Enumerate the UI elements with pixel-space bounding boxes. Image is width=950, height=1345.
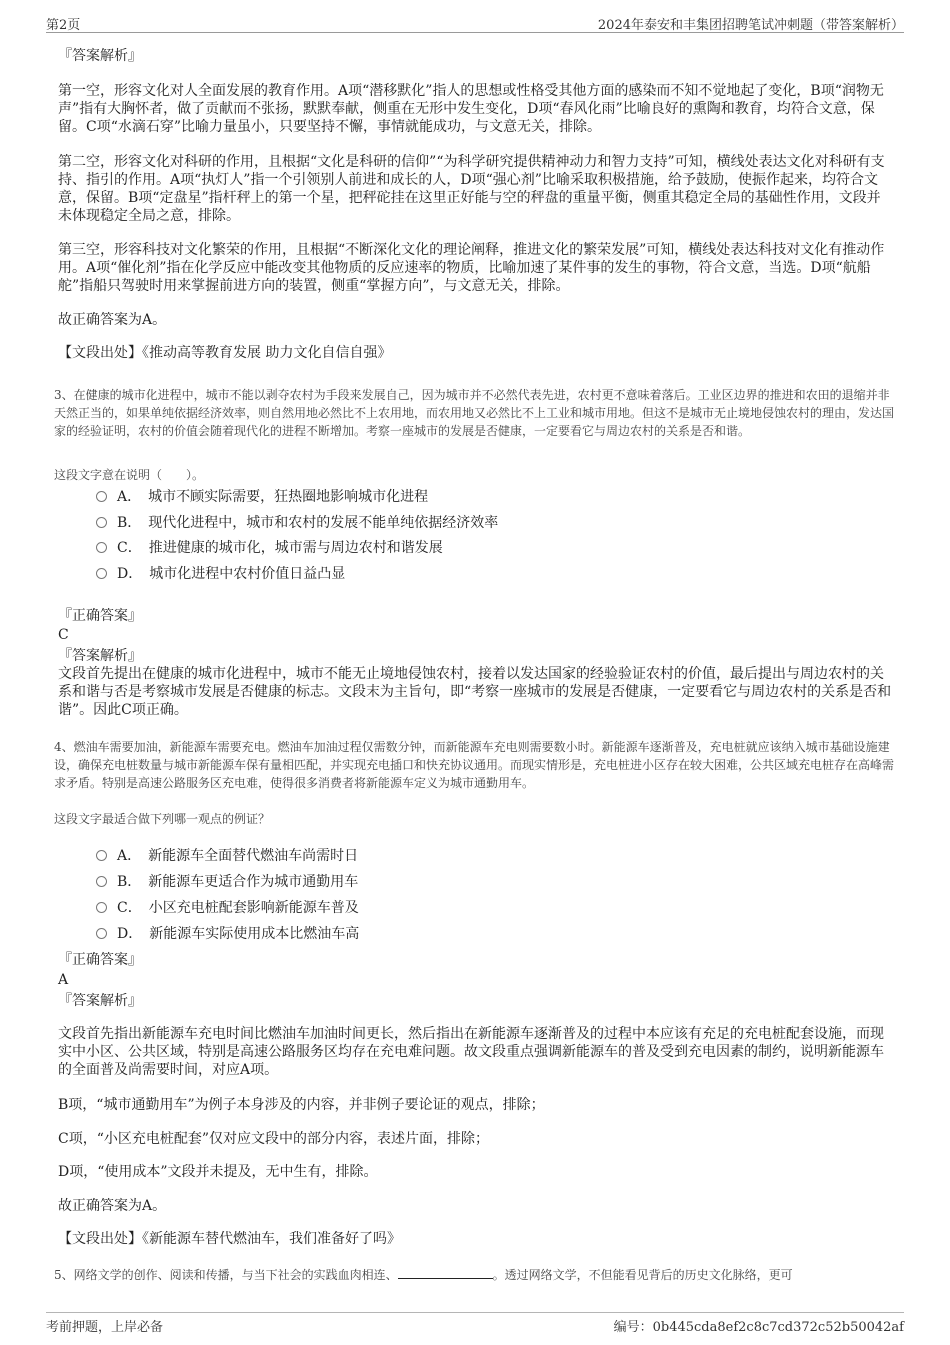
radio-icon[interactable] <box>96 902 107 913</box>
question-4-stem: 4、燃油车需要加油，新能源车需要充电。燃油车加油过程仅需数分钟，而新能源车充电则需要数小时。新能源车逐渐普及，充电桩就应该纳入城市基础设施建设，确保充电桩数量与城市新能源车保有量相匹配，并实现充电插口和快充协议通用。而现实情形是，充电桩进小区存在较大困难，公共区域充电桩存在高峰需求矛盾。特别是高速公路服务区充电难，使得很多消费者将新能源车定义为城市通勤用车。 <box>54 740 895 790</box>
question-4-option-b[interactable]: B． 新能源车更适合作为城市通勤用车 <box>96 873 358 891</box>
question-3-analysis: 文段首先提出在健康的城市化进程中，城市不能无止境地侵蚀农村，接着以发达国家的经验验证农村的价值，最后提出与周边农村的关系和谐与否是考察城市发展是否健康的标志。文段末为主旨句，即“考察一座城市的发展是否健康，一定要看它与周边农村的关系是否和谐”。因此C项正确。 <box>58 666 892 718</box>
question-4-answer-label: 『正确答案』 <box>58 952 142 968</box>
question-3-option-d[interactable]: D． 城市化进程中农村价值日益凸显 <box>96 565 345 583</box>
analysis-paragraph-2: 第二空，形容文化对科研的作用，且根据“文化是科研的信仰”“为科学研究提供精神动力和智力支持”可知，横线处表达文化对科研有支持、指引的作用。A项“执灯人”指一个引领别人前进和成长的人，D项“强心剂”比喻采取积极措施，给予鼓励，使振作起来，均符合文意，保留。B项“定盘星”指杆秤上的第一个星，把秤砣挂在这里正好能与空的秤盘的重量平衡，侧重其稳定全局的基础性作用，文段并未体现稳定全局之意，排除。 <box>58 154 885 224</box>
question-3-answer: C <box>58 627 69 643</box>
page-header <box>46 14 904 33</box>
question-3-option-a[interactable]: A． 城市不顾实际需要，狂热圈地影响城市化进程 <box>96 488 428 506</box>
analysis-label: 『答案解析』 <box>58 48 142 64</box>
question-3-answer-label: 『正确答案』 <box>58 608 142 624</box>
radio-icon[interactable] <box>96 928 107 939</box>
radio-icon[interactable] <box>96 542 107 553</box>
radio-icon[interactable] <box>96 876 107 887</box>
question-3-stem: 3、在健康的城市化进程中，城市不能以剥夺农村为手段来发展自己，因为城市并不必然代表先进，农村更不意味着落后。工业区边界的推进和农田的退缩并非天然正当的，如果单纯依据经济效率，则自然用地必然比不上农用地，而农用地又必然比不上工业和城市用地。但这不是城市无止境地侵蚀农村的理由，发达国家的经验证明，农村的价值会随着现代化的进程不断增加。考察一座城市的发展是否健康，一定要看它与周边农村的关系是否和谐。 <box>54 388 895 438</box>
question-4-option-d[interactable]: D． 新能源车实际使用成本比燃油车高 <box>96 925 359 943</box>
question-4-analysis: 文段首先指出新能源车充电时间比燃油车加油时间更长，然后指出在新能源车逐渐普及的过程中本应该有充足的充电桩配套设施，而现实中小区、公共区域，特别是高速公路服务区均存在充电难问题。故文段重点强调新能源车的普及受到充电因素的制约，说明新能源车的全面普及尚需要时间，对应A项。 <box>58 1026 884 1078</box>
radio-icon[interactable] <box>96 491 107 502</box>
question-4-option-c[interactable]: C． 小区充电桩配套影响新能源车普及 <box>96 899 359 917</box>
radio-icon[interactable] <box>96 568 107 579</box>
document-title: 2024年泰安和丰集团招聘笔试冲刺题（带答案解析） <box>597 18 904 33</box>
radio-icon[interactable] <box>96 850 107 861</box>
question-5-stem: 5、网络文学的创作、阅读和传播，与当下社会的实践血肉相连、 。透过网络文学，不但能看见背后的历史文化脉络，更可 <box>54 1268 793 1282</box>
page-number: 第2页 <box>46 18 81 33</box>
question-4-answer: A <box>58 972 69 988</box>
page-footer <box>46 1312 904 1336</box>
passage-source: 【文段出处】《推动高等教育发展 助力文化自信自强》 <box>58 345 392 361</box>
question-4-prompt: 这段文字最适合做下列哪一观点的例证？ <box>54 812 271 826</box>
fill-in-blank <box>398 1266 493 1279</box>
question-3-option-c[interactable]: C． 推进健康的城市化，城市需与周边农村和谐发展 <box>96 539 443 557</box>
question-3-option-b[interactable]: B． 现代化进程中，城市和农村的发展不能单纯依据经济效率 <box>96 514 498 532</box>
question-4-analysis-d: D项，“使用成本”文段并未提及，无中生有，排除。 <box>58 1164 378 1180</box>
radio-icon[interactable] <box>96 517 107 528</box>
question-4-analysis-b: B项，“城市通勤用车”为例子本身涉及的内容，并非例子要论证的观点，排除； <box>58 1097 545 1113</box>
question-4-option-a[interactable]: A． 新能源车全面替代燃油车尚需时日 <box>96 847 358 865</box>
analysis-conclusion: 故正确答案为A。 <box>58 312 167 328</box>
question-4-analysis-label: 『答案解析』 <box>58 993 142 1009</box>
footer-slogan: 考前押题，上岸必备 <box>46 1320 164 1335</box>
analysis-paragraph-1: 第一空，形容文化对人全面发展的教育作用。A项“潜移默化”指人的思想或性格受其他方面的感染而不知不觉地起了变化，B项“润物无声”指有大胸怀者，做了贡献而不张扬，默默奉献，侧重在无形中发生变化，D项“春风化雨”比喻良好的熏陶和教育，均符合文意，保留。C项“水滴石穿”比喻力量虽小，只要坚持不懈，事情就能成功，与文意无关，排除。 <box>58 83 884 135</box>
question-3-analysis-label: 『答案解析』 <box>58 648 142 664</box>
question-3-prompt: 这段文字意在说明（ ）。 <box>54 468 205 482</box>
analysis-paragraph-3: 第三空，形容科技对文化繁荣的作用，且根据“不断深化文化的理论阐释，推进文化的繁荣发展”可知，横线处表达科技对文化有推动作用。A项“催化剂”指在化学反应中能改变其他物质的反应速率的物质，比喻加速了某件事的发生的事物，符合文意，当选。D项“航船舵”指船只驾驶时用来掌握前进方向的装置，侧重“掌握方向”，与文意无关，排除。 <box>58 242 885 294</box>
question-4-source: 【文段出处】《新能源车替代燃油车，我们准备好了吗》 <box>58 1231 401 1247</box>
question-4-conclusion: 故正确答案为A。 <box>58 1198 167 1214</box>
question-4-analysis-c: C项，“小区充电桩配套”仅对应文段中的部分内容，表述片面，排除； <box>58 1131 490 1147</box>
document-id: 编号：0b445cda8ef2c8c7cd372c52b50042af <box>613 1320 904 1335</box>
